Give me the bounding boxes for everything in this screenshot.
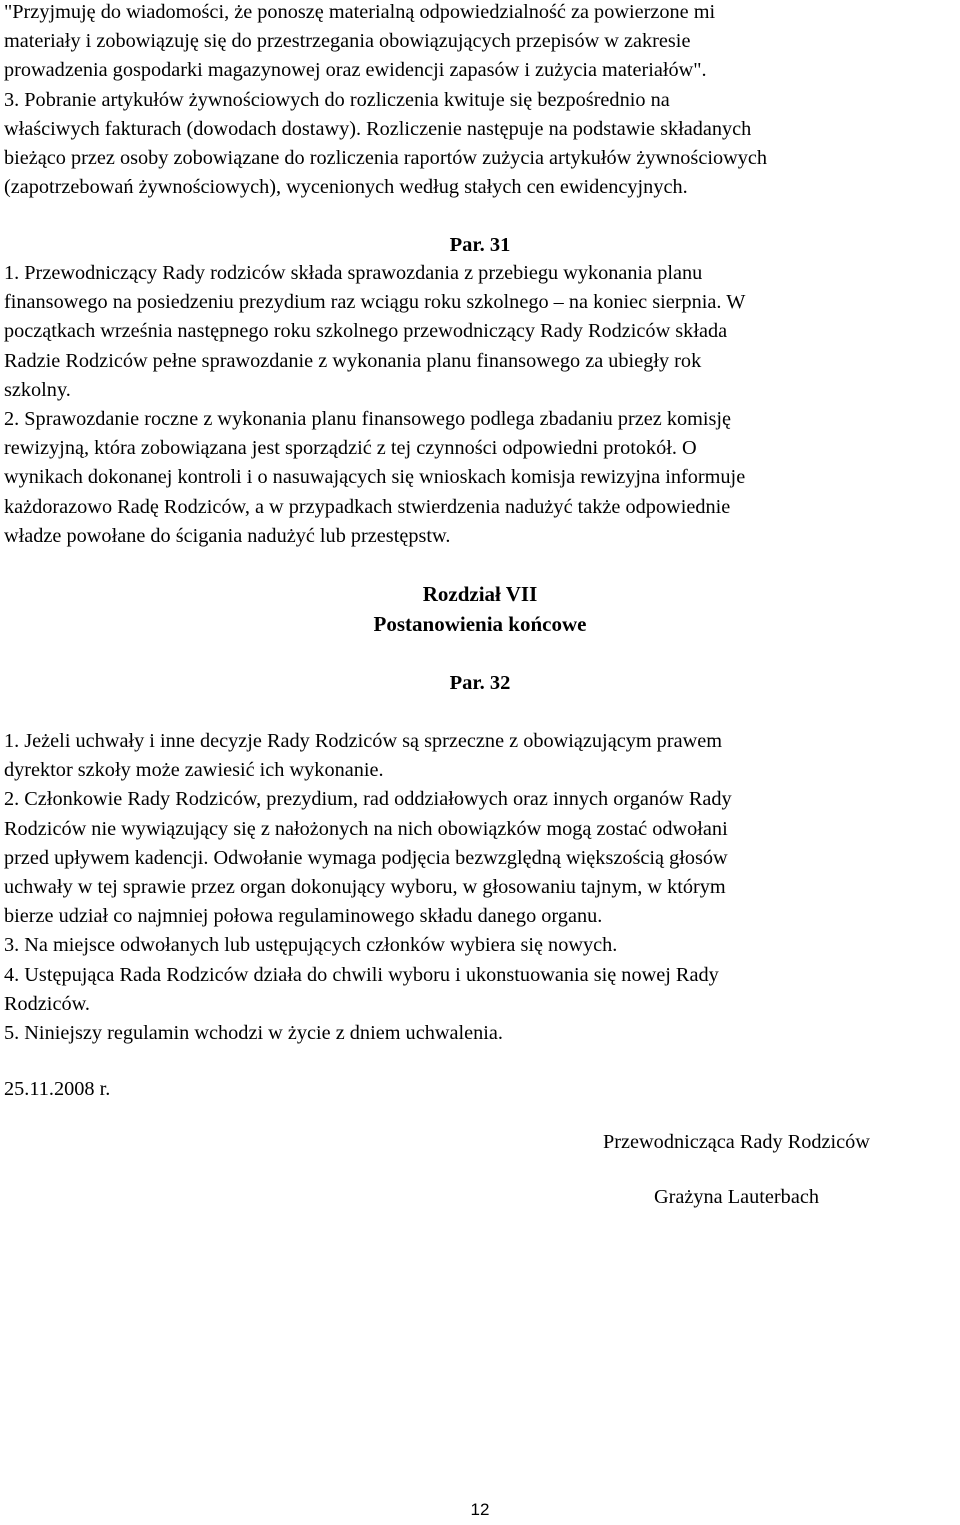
text-line: Rodziców nie wywiązujący się z nałożonych na nich obowiązków mogą zostać odwołani [4, 817, 728, 840]
text-line: "Przyjmuję do wiadomości, że ponoszę materialną odpowiedzialność za powierzone mi [4, 1, 716, 23]
text-line: uchwały w tej sprawie przez organ dokonujący wyboru, w głosowaniu tajnym, w którym [4, 876, 726, 899]
text-line: bieżąco przez osoby zobowiązane do rozliczenia raportów zużycia artykułów żywnościowych [4, 147, 768, 170]
text-line: dyrektor szkoły może zawiesić ich wykonanie. [4, 759, 384, 782]
par-31-body [4, 259, 745, 551]
chapter-title: Rozdział VII [422, 582, 538, 606]
text-line: bierze udział co najmniej połowa regulaminowego składu danego organu. [4, 905, 603, 928]
text-line: Rodziców. [4, 992, 90, 1015]
text-line: każdorazowo Radę Rodziców, a w przypadkach stwierdzenia nadużyć także odpowiednie [4, 495, 731, 518]
text-line: rewizyjną, która zobowiązana jest sporządzić z tej czynności odpowiedni protokół. O [4, 437, 697, 460]
text-line: 2. Członkowie Rady Rodziców, prezydium, rad oddziałowych oraz innych organów Rady [4, 788, 732, 811]
chapter-subtitle: Postanowienia końcowe [373, 612, 587, 636]
text-line: 3. Pobranie artykułów żywnościowych do rozliczenia kwituje się bezpośrednio na [4, 88, 670, 111]
text-line: wynikach dokonanej kontroli i o nasuwających się wnioskach komisja rewizyjna informuje [4, 466, 746, 489]
text-line: prowadzenia gospodarki magazynowej oraz ewidencji zapasów i zużycia materiałów". [4, 59, 707, 82]
text-line: właściwych fakturach (dowodach dostawy). Rozliczenie następuje na podstawie składanych [4, 117, 752, 140]
text-line: przed upływem kadencji. Odwołanie wymaga podjęcia bezwzględną większością głosów [4, 846, 728, 869]
text-line: Radzie Rodziców pełne sprawozdanie z wykonania planu finansowego za ubiegły rok [4, 349, 702, 372]
text-line: 5. Niniejszy regulamin wchodzi w życie z dniem uchwalenia. [4, 1022, 503, 1045]
text-line: początkach września następnego roku szkolnego przewodniczący Rady Rodziców składa [4, 320, 728, 343]
par-32-body [4, 727, 732, 1048]
section-heading-par-31: Par. 31 [449, 234, 511, 256]
text-line: 1. Jeżeli uchwały i inne decyzje Rady Rodziców są sprzeczne z obowiązującym prawem [4, 730, 723, 752]
text-line: finansowego na posiedzeniu prezydium raz wciągu roku szkolnego – na koniec sierpnia. W [4, 291, 746, 314]
section-heading-par-32: Par. 32 [449, 672, 511, 694]
text-line: materiały i zobowiązuję się do przestrzegania obowiązujących przepisów w zakresie [4, 30, 691, 53]
text-line: 4. Ustępująca Rada Rodziców działa do chwili wyboru i ukonstuowania się nowej Rady [4, 963, 719, 986]
signature-name: Grażyna Lauterbach [654, 1186, 819, 1208]
text-line: szkolny. [4, 378, 71, 401]
page-number: 12 [470, 1500, 490, 1519]
document-date: 25.11.2008 r. [4, 1078, 111, 1100]
text-line: 1. Przewodniczący Rady rodziców składa sprawozdania z przebiegu wykonania planu [4, 262, 703, 284]
signature-role: Przewodnicząca Rady Rodziców [603, 1131, 870, 1153]
text-line: 2. Sprawozdanie roczne z wykonania planu finansowego podlega zbadaniu przez komisję [4, 408, 732, 431]
text-line: (zapotrzebowań żywnościowych), wycenionych według stałych cen ewidencyjnych. [4, 176, 688, 199]
intro-paragraph [4, 0, 767, 202]
text-line: 3. Na miejsce odwołanych lub ustępujących członków wybiera się nowych. [4, 934, 618, 957]
text-line: władze powołane do ścigania nadużyć lub przestępstw. [4, 524, 451, 547]
